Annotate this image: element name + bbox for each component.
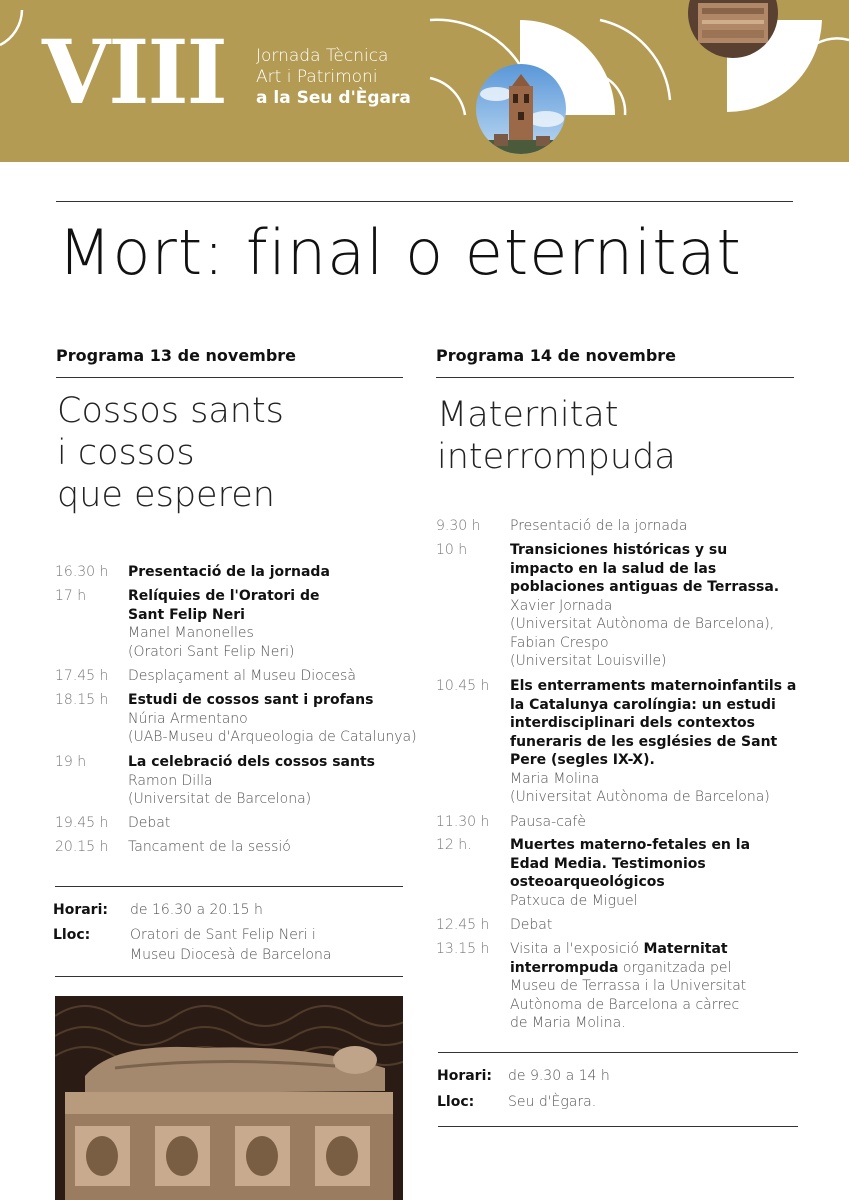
day2-heading-rule (436, 377, 794, 378)
schedule-time: 20.15 h (55, 839, 109, 855)
day2-info-rule-top (438, 1052, 798, 1053)
day2-subtitle-line: Maternitat (437, 395, 619, 435)
schedule-time: 13.15 h (436, 941, 490, 957)
schedule-line-text: (UAB-Museu d'Arqueologia de Catalunya) (128, 729, 417, 745)
schedule-line (128, 753, 375, 772)
schedule-line-text: Xavier Jornada (510, 597, 613, 614)
schedule-line-bold: Els enterraments maternoinfantils a (510, 678, 797, 694)
schedule-time: 10 h (436, 542, 468, 558)
schedule-line-text: Visita a l'exposició (510, 941, 644, 957)
schedule-item (436, 517, 816, 536)
schedule-line (510, 977, 746, 996)
event-name (256, 46, 411, 109)
schedule-item (436, 677, 816, 807)
schedule-line (128, 838, 291, 857)
day1-lloc (53, 925, 403, 967)
schedule-line (510, 652, 779, 671)
title-top-rule (56, 201, 793, 202)
schedule-line (510, 959, 746, 978)
schedule-line-bold: Relíquies de l'Oratori de (128, 588, 320, 604)
day2-lloc (437, 1092, 797, 1114)
schedule-line (510, 996, 746, 1015)
schedule-line-bold: Edad Media. Testimonios (510, 855, 706, 872)
schedule-line (510, 578, 779, 597)
edition-number: VIII (42, 20, 226, 124)
schedule-line (510, 751, 796, 770)
tower-photo (476, 64, 566, 154)
schedule-line-bold: osteoarqueológicos (510, 874, 665, 890)
day1-horari (53, 900, 403, 922)
day2-heading: Programa 14 de novembre (436, 346, 677, 365)
schedule-item (436, 836, 816, 910)
schedule-line (510, 696, 796, 715)
schedule-line (128, 587, 320, 606)
schedule-line-text: organitzada pel (618, 959, 732, 976)
schedule-line (510, 714, 796, 733)
schedule-item (55, 667, 435, 686)
schedule-line (510, 813, 586, 832)
schedule-line-text: Fabian Crespo (510, 634, 609, 651)
schedule-line-bold: Pere (segles IX-X). (510, 752, 655, 768)
schedule-item (436, 916, 816, 935)
schedule-line-text: Autònoma de Barcelona a càrrec (510, 996, 740, 1013)
event-line-3: a la Seu d'Ègara (256, 88, 411, 108)
day1-info-rule-top (55, 886, 403, 887)
schedule-line-bold: funeraris de les esglésies de Sant (510, 733, 778, 750)
schedule-line-text: Patxuca de Miguel (510, 892, 638, 909)
schedule-time: 11.30 h (436, 814, 490, 830)
schedule-line (128, 691, 417, 710)
schedule-time: 17 h (55, 588, 87, 604)
day1-subtitle-line: i cossos (57, 433, 195, 473)
schedule-time: 18.15 h (55, 692, 109, 708)
schedule-line (510, 892, 750, 911)
horari-label: Horari: (53, 902, 108, 918)
horari-value: de 9.30 a 14 h (508, 1068, 610, 1084)
schedule-line (128, 563, 330, 582)
event-line-1: Jornada Tècnica (256, 46, 389, 66)
schedule-line-text: de Maria Molina. (510, 1015, 626, 1031)
schedule-time: 12.45 h (436, 917, 490, 933)
schedule-line-text: Tancament de la sessió (128, 839, 291, 855)
schedule-line-text: Debat (128, 815, 171, 831)
schedule-item (55, 691, 435, 747)
schedule-line-text: Maria Molina (510, 770, 600, 787)
day1-heading-rule (56, 377, 403, 378)
schedule-line (510, 940, 746, 959)
schedule-line-bold: la Catalunya carolíngia: un estudi (510, 696, 776, 713)
schedule-line (510, 541, 779, 560)
page-title: Mort: final o eternitat (58, 216, 742, 289)
lloc-value-line: Museu Diocesà de Barcelona (130, 947, 332, 963)
schedule-line-bold: poblaciones antiguas de Terrassa. (510, 579, 780, 595)
schedule-line (128, 606, 320, 625)
schedule-line (510, 677, 796, 696)
schedule-line (128, 728, 417, 747)
schedule-item (436, 940, 816, 1033)
schedule-line (510, 1014, 746, 1033)
lloc-value: Seu d'Ègara. (508, 1094, 597, 1110)
lloc-value-line: Oratori de Sant Felip Neri i (130, 927, 316, 943)
day1-info-rule-bottom (55, 976, 403, 977)
schedule-line (128, 772, 375, 791)
schedule-line-text: Ramon Dilla (128, 772, 213, 789)
day1-subtitle-line: que esperen (57, 475, 275, 515)
schedule-line-text: Presentació de la jornada (510, 518, 688, 534)
schedule-line-bold: interdisciplinari dels contextos (510, 715, 755, 731)
schedule-line (128, 624, 320, 643)
schedule-line (128, 667, 356, 686)
schedule-line-text: Desplaçament al Museu Diocesà (128, 668, 356, 684)
schedule-line (510, 560, 779, 579)
schedule-line (510, 615, 779, 634)
schedule-line-bold: impacto en la salud de las (510, 560, 717, 577)
tomb-sculpture-photo (55, 996, 403, 1200)
schedule-line (510, 733, 796, 752)
schedule-line-bold: La celebració dels cossos sants (128, 754, 375, 770)
day1-subtitle-line: Cossos sants (57, 391, 284, 431)
schedule-line-text: (Universitat de Barcelona) (128, 791, 312, 807)
schedule-line (128, 790, 375, 809)
schedule-line-text: Museu de Terrassa i la Universitat (510, 978, 747, 994)
schedule-line-text: Pausa-cafè (510, 814, 587, 830)
schedule-item (55, 838, 435, 857)
schedule-line-text: Manel Manonelles (128, 625, 254, 641)
schedule-time: 17.45 h (55, 668, 109, 684)
schedule-line (510, 836, 750, 855)
schedule-line (510, 634, 779, 653)
schedule-line (128, 814, 170, 833)
schedule-item (436, 541, 816, 671)
day1-subtitle (57, 390, 284, 516)
schedule-line-bold: Estudi de cossos sant i profans (128, 692, 374, 708)
schedule-line-text: (Oratori Sant Felip Neri) (128, 643, 295, 660)
schedule-line-bold: Presentació de la jornada (128, 564, 330, 580)
horari-value: de 16.30 a 20.15 h (130, 902, 263, 918)
schedule-item (55, 587, 435, 661)
schedule-line-text: (Universitat Autònoma de Barcelona) (510, 789, 770, 805)
day2-info-rule-bottom (438, 1126, 798, 1127)
lloc-label: Lloc: (53, 927, 91, 943)
schedule-time: 12 h. (436, 837, 472, 853)
schedule-line (128, 710, 417, 729)
day1-heading: Programa 13 de novembre (56, 346, 297, 365)
day2-subtitle-line: interrompuda (437, 437, 676, 477)
schedule-line-text: Debat (510, 917, 553, 933)
event-line-2: Art i Patrimoni (256, 67, 378, 87)
schedule-line (128, 643, 320, 662)
schedule-line-bold: interrompuda (510, 959, 619, 976)
schedule-item (436, 813, 816, 832)
schedule-line (510, 770, 796, 789)
schedule-time: 16.30 h (55, 564, 109, 580)
schedule-time: 9.30 h (436, 518, 481, 534)
schedule-item (55, 563, 435, 582)
schedule-line (510, 916, 552, 935)
day2-horari (437, 1066, 797, 1088)
header-banner (0, 0, 849, 162)
schedule-line-bold: Sant Felip Neri (128, 606, 245, 623)
schedule-time: 19 h (55, 754, 87, 770)
schedule-item (55, 753, 435, 809)
schedule-time: 10.45 h (436, 678, 490, 694)
schedule-line (510, 597, 779, 616)
schedule-line-text: (Universitat Autònoma de Barcelona), (510, 616, 775, 632)
day2-subtitle (437, 394, 676, 478)
schedule-line (510, 517, 687, 536)
schedule-line (510, 855, 750, 874)
schedule-line (510, 788, 796, 807)
horari-label: Horari: (437, 1068, 492, 1084)
schedule-line-bold: Maternitat (643, 941, 728, 957)
schedule-line-bold: Transiciones históricas y su (510, 542, 728, 558)
lloc-label: Lloc: (437, 1094, 475, 1110)
schedule-line (510, 873, 750, 892)
schedule-line-text: Núria Armentano (128, 710, 248, 727)
schedule-line-bold: Muertes materno-fetales en la (510, 837, 751, 853)
schedule-line-text: (Universitat Louisville) (510, 653, 667, 669)
schedule-item (55, 814, 435, 833)
schedule-time: 19.45 h (55, 815, 109, 831)
